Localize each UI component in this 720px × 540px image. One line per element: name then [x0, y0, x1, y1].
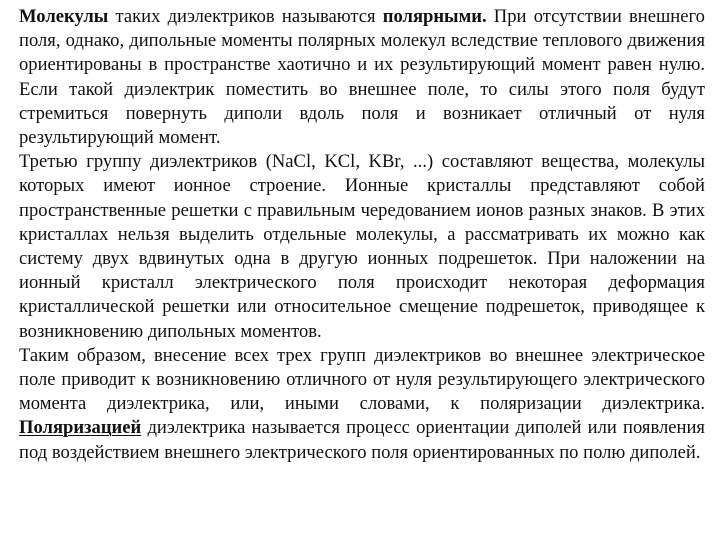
term-polarization: Поляризацией — [19, 417, 142, 439]
paragraph-polarization — [19, 344, 705, 465]
paragraph-text: диэлектрика называется процесс ориентации диполей или появления под воздействием внешнего электрического поля ориентированных по полю диполей. — [19, 417, 705, 463]
paragraph-polar-molecules — [19, 5, 705, 150]
paragraph-text: таких диэлектриков называются — [108, 6, 383, 27]
paragraph-text: Таким образом, внесение всех трех групп диэлектриков во внешнее электрическое поле приводит к возникновению отличного от нуля результирующего электрического момента диэлектрика, или, иными словами, к поляризации диэлектрика. — [19, 344, 705, 415]
document-body — [19, 5, 705, 465]
paragraph-ionic-dielectrics — [19, 150, 705, 344]
paragraph-text: Третью группу диэлектриков (NaCl, KCl, KBr, ...) составляют вещества, молекулы которых имеют ионное строение. Ионные кристаллы представляют собой пространственные решетки с правильным чередованием ионов разных знаков. В этих кристаллах нельзя выделить отдельные молекулы, а рассматривать их можно как систему двух вдвинутых одна в другую ионных подрешеток. При наложении на ионный кристалл электрического поля происходит некоторая деформация кристаллической решетки или относительное смещение подрешеток, приводящее к возникновению дипольных моментов. — [19, 151, 705, 342]
term-polar: полярными. — [382, 6, 487, 27]
paragraph-text: При отсутствии внешнего поля, однако, дипольные моменты полярных молекул вследствие теплового движения ориентированы в пространстве хаотично и их результирующий момент равен нулю. Если такой диэлектрик поместить во внешнее поле, то силы этого поля будут стремиться повернуть диполи вдоль поля и возникает отличный от нуля результирующий момент. — [19, 6, 705, 149]
term-molecules: Молекулы — [19, 6, 109, 27]
